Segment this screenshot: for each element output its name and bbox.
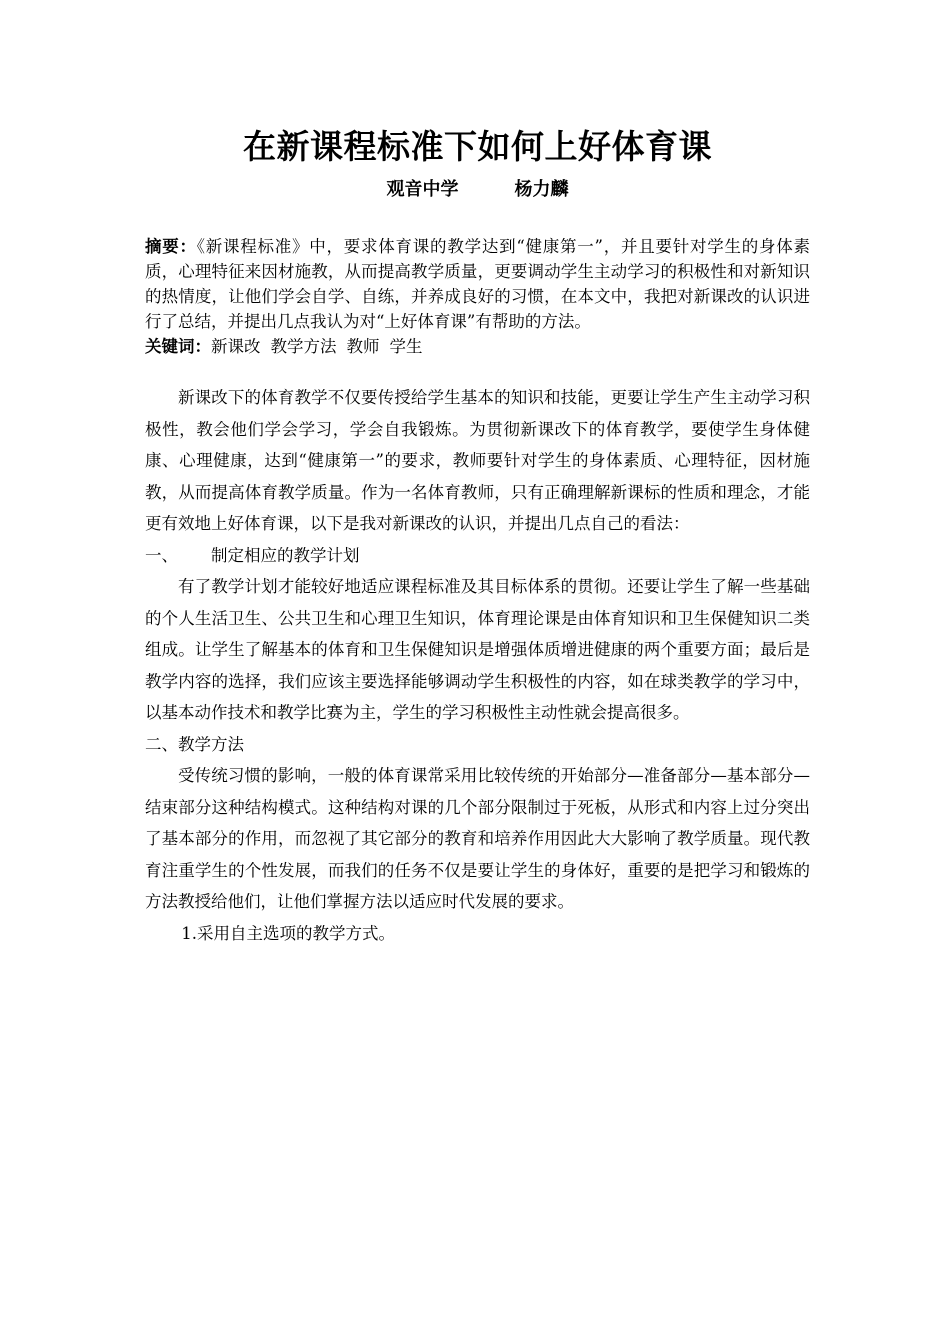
section-1-paragraph: 有了教学计划才能较好地适应课程标准及其目标体系的贯彻。还要让学生了解一些基础的个人生活卫生、公共卫生和心理卫生知识，体育理论课是由体育知识和卫生保健知识二类组成。让学生了解基本的体育和卫生保健知识是增强体质增进健康的两个重要方面；最后是教学内容的选择，我们应该主要选择能够调动学生积极性的内容，如在球类教学的学习中，以基本动作技术和教学比赛为主，学生的学习积极性主动性就会提高很多。 (145, 577, 810, 722)
section-1-title: 制定相应的教学计划 (211, 545, 360, 565)
author-school: 观音中学 (386, 179, 459, 200)
author-name: 杨力麟 (514, 179, 569, 200)
keyword-item: 教师 (346, 337, 380, 356)
section-2-heading: 二、教学方法 (145, 734, 244, 754)
abstract-text: 《新课程标准》中，要求体育课的教学达到“健康第一”，并且要针对学生的身体素质，心理特征来因材施教，从而提高教学质量，更要调动学生主动学习的积极性和对新知识的热情度，让他们学会自学、自练，并养成良好的习惯，在本文中，我把对新课改的认识进行了总结，并提出几点我认为对“上好体育课”有帮助的方法。 (145, 237, 811, 331)
keywords-label: 关键词： (145, 337, 211, 356)
keywords (145, 334, 810, 359)
abstract-label: 摘要： (145, 237, 197, 256)
document-title: 在新课程标准下如何上好体育课 (243, 127, 712, 166)
author-line (145, 176, 810, 204)
keyword-item: 教学方法 (270, 337, 337, 356)
keyword-item: 学生 (389, 337, 423, 356)
document-page (145, 118, 810, 949)
intro-paragraph: 新课改下的体育教学不仅要传授给学生基本的知识和技能，更要让学生产生主动学习积极性，教会他们学会学习，学会自我锻炼。为贯彻新课改下的体育教学，要使学生身体健康、心理健康，达到“健康第一”的要求，教师要针对学生的身体素质、心理特征，因材施教，从而提高体育教学质量。作为一名体育教师，只有正确理解新课标的性质和理念，才能更有效地上好体育课，以下是我对新课改的认识，并提出几点自己的看法： (145, 388, 810, 533)
section-2-item-1: 1.采用自主选项的教学方式。 (181, 923, 396, 943)
section-1-heading (145, 540, 810, 572)
section-1-number: 一、 (145, 545, 178, 565)
keyword-item: 新课改 (211, 337, 261, 356)
section-2-paragraph: 受传统习惯的影响，一般的体育课常采用比较传统的开始部分—准备部分—基本部分—结束部分这种结构模式。这种结构对课的几个部分限制过于死板，从形式和内容上过分突出了基本部分的作用，而忽视了其它部分的教育和培养作用因此大大影响了教学质量。现代教育注重学生的个性发展，而我们的任务不仅是要让学生的身体好，重要的是把学习和锻炼的方法教授给他们，让他们掌握方法以适应时代发展的要求。 (145, 766, 810, 911)
abstract (145, 234, 810, 334)
